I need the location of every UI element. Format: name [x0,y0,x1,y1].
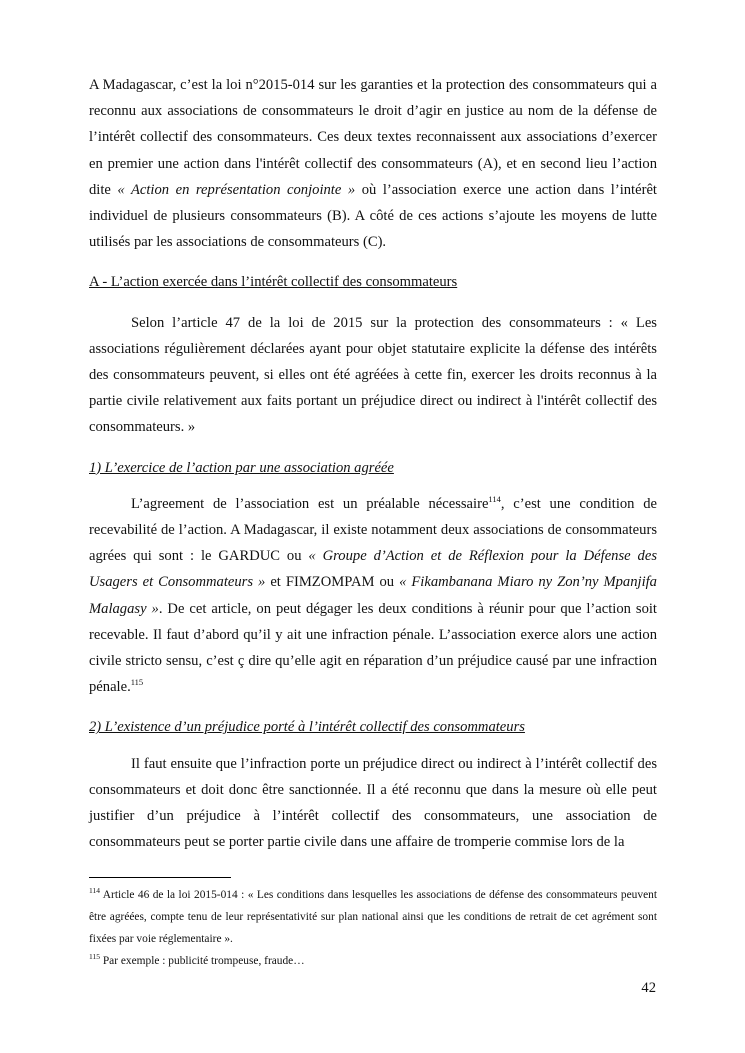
fimzompam-name: « Fikambanana Miaro ny Zon’ny Mpanjifa Malagasy » [89,574,657,617]
footnote-ref-115[interactable]: 115 [130,677,144,688]
garduc-name: « Groupe d’Action et de Réflexion pour la Défense des Usagers et Consommateurs » [89,548,657,591]
page-number: 42 [641,980,656,996]
section-a-heading: A - L’action exercée dans l’intérêt collectif des consommateurs [89,274,458,291]
intro-italic-term: « Action en représentation conjointe » [117,181,356,198]
footnote-115: $^{115}$ Par exemple : publicité trompeuse, fraude… [89,952,305,967]
footnote-114: $^{114}$ Article 46 de la loi 2015-014 : « Les conditions dans lesquelles les associations de défense des consommateurs peuvent être agréées, compte tenu de leur représentativité sur plan national ainsi que les conditions de retrait de cet agrément sont fixées par voie réglementaire ». [89,886,657,945]
footnote-divider [89,877,231,878]
subsection-1-paragraph: L’agreement de l’association est un préalable nécessaire$^{114}$, c’est une condition de recevabilité de l’action. A Madagascar, il existe notamment deux associations de consommateurs agrées qui sont : le GARDUC ou « Groupe d’Action et de Réflexion pour la Défense des Usagers et Consommateurs » et FIMZOMPAM ou « Fikambanana Miaro ny Zon’ny Mpanjifa Malagasy ». De cet article, on peut dégager les deux conditions à réunir pour que l’action soit recevable. Il faut d’abord qu’il y ait une infraction pénale. L’association exerce alors une action civile stricto sensu, c’est ç dire qu’elle agit en réparation d’un préjudice causé par une infraction pénale.$^{115}$ [89,493,657,696]
page-body [89,72,657,855]
footnotes [89,877,657,972]
section-a-paragraph: Selon l’article 47 de la loi de 2015 sur la protection des consommateurs : « Les associations régulièrement déclarées ayant pour objet statutaire explicite la défense des intérêts des consommateurs peuvent, si elles ont été agréées à cette fin, exercer les droits reconnus à la partie civile relativement aux faits portant un préjudice direct ou indirect à l'intérêt collectif des consommateurs. » [89,314,657,436]
subsection-1-heading: 1) L’exercice de l’action par une association agréée [89,459,394,476]
subsection-2-heading: 2) L’existence d’un préjudice porté à l’intérêt collectif des consommateurs [89,719,525,736]
footnote-ref-114[interactable]: 114 [488,493,501,504]
subsection-2-paragraph: Il faut ensuite que l’infraction porte un préjudice direct ou indirect à l’intérêt collectif des consommateurs et doit donc être sanctionnée. Il a été reconnu que dans la mesure où elle peut justifier d’un préjudice à l’intérêt collectif des consommateurs, une association de consommateurs peut se porter partie civile dans une affaire de tromperie commise lors de la [89,755,657,851]
intro-paragraph: A Madagascar, c’est la loi n°2015-014 sur les garanties et la protection des consommateurs qui a reconnu aux associations de consommateurs le droit d’agir en justice au nom de la défense de l’intérêt collectif des consommateurs. Ces deux textes reconnaissent aux associations d’exercer en premier une action dans l'intérêt collectif des consommateurs (A), et en second lieu l’action dite « Action en représentation conjointe » où l’association exerce une action dans l’intérêt individuel de plusieurs consommateurs (B). A côté de ces actions s’ajoute les moyens de lutte utilisés par les associations de consommateurs (C). [89,77,657,251]
